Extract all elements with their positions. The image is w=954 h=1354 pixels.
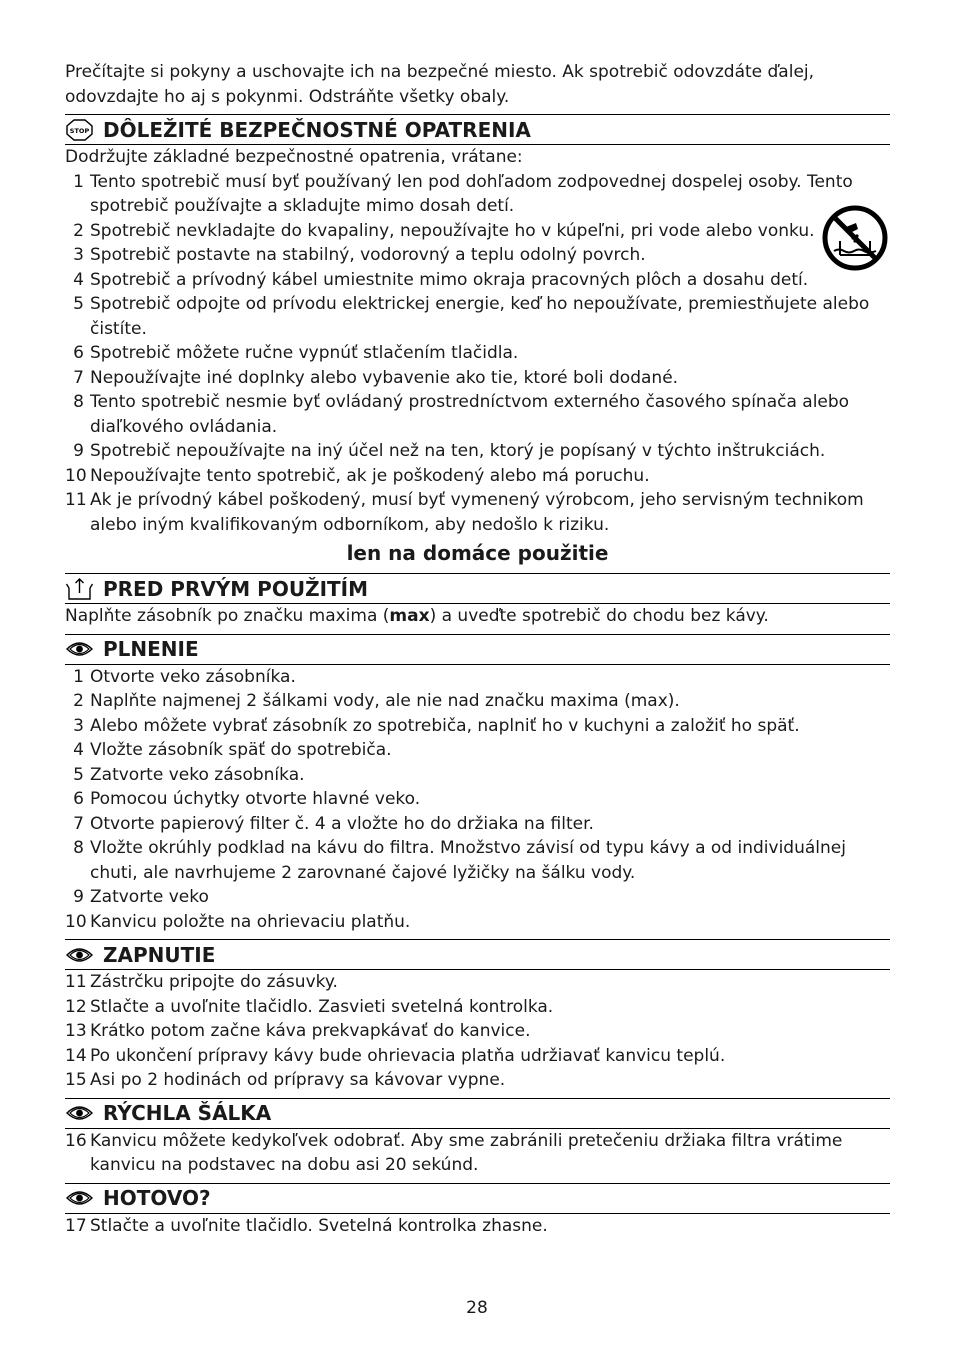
list-item: 14 Po ukončení prípravy kávy bude ohrievacia platňa udržiavať kanvicu teplú. <box>65 1045 726 1066</box>
list-item: 3 Spotrebič postavte na stabilný, vodorovný a teplu odolný povrch. <box>73 245 646 265</box>
domestic-use-note: len na domáce použitie <box>346 541 609 565</box>
first-use-header <box>65 573 890 604</box>
stop-icon <box>66 119 93 141</box>
list-item: 8 Vložte okrúhly podklad na kávu do filtra. Množstvo závisí od typu kávy a od individuálnej chuti, ale navrhujeme 2 zarovnané čajové lyžičky na šálku vody. <box>73 838 846 883</box>
eye-icon <box>66 638 93 660</box>
list-item: 6 Pomocou úchytky otvorte hlavné veko. <box>73 789 421 809</box>
list-item: 5 Spotrebič odpojte od prívodu elektrickej energie, keď ho nepoužívate, premiestňujete alebo čistíte. <box>73 294 870 339</box>
done-list <box>65 1214 890 1239</box>
list-item: 9 Spotrebič nepoužívajte na iný účel než na ten, ktorý je popísaný v týchto inštrukciách. <box>73 441 826 461</box>
list-item: 2 Naplňte najmenej 2 šálkami vody, ale nie nad značku maxima (max). <box>73 691 680 711</box>
safety-lead: Dodržujte základné bezpečnostné opatrenia, vrátane: <box>65 147 523 167</box>
list-item: 4 Vložte zásobník späť do spotrebiča. <box>73 740 392 760</box>
no-water-immersion-icon <box>822 205 888 271</box>
quick-cup-title: RÝCHLA ŠÁLKA <box>103 1101 272 1125</box>
list-item: 11 Ak je prívodný kábel poškodený, musí byť vymenený výrobcom, jeho servisným technikom alebo iným kvalifikovaným odborníkom, aby nedošlo k riziku. <box>65 490 864 535</box>
filling-list <box>65 665 890 935</box>
list-item: 1 Otvorte veko zásobníka. <box>73 666 296 687</box>
filling-header <box>65 634 890 665</box>
eye-icon <box>66 1102 93 1124</box>
first-use-title: PRED PRVÝM POUŽITÍM <box>103 576 368 601</box>
list-item: 2 Spotrebič nevkladajte do kvapaliny, nepoužívajte ho v kúpeľni, pri vode alebo vonku. <box>73 220 815 241</box>
switch-on-list <box>65 970 890 1093</box>
safety-header <box>65 114 890 145</box>
list-item: 8 Tento spotrebič nesmie byť ovládaný prostredníctvom externého časového spínača alebo diaľkového ovládania. <box>73 392 850 437</box>
switch-on-title: ZAPNUTIE <box>103 942 216 967</box>
unpack-box-icon <box>66 578 93 600</box>
list-item: 6 Spotrebič môžete ručne vypnúť stlačením tlačidla. <box>73 343 519 363</box>
list-item: 3 Alebo môžete vybrať zásobník zo spotrebiča, naplniť ho v kuchyni a založiť ho späť. <box>73 715 800 736</box>
stop-icon-label: STOP <box>69 126 90 135</box>
list-item: 16 Kanvicu môžete kedykoľvek odobrať. Aby sme zabránili pretečeniu držiaka filtra vrátime kanvicu na podstavec na dobu asi 20 sekúnd. <box>65 1130 843 1175</box>
page-number: 28 <box>466 1298 488 1318</box>
intro-text: Prečítajte si pokyny a uschovajte ich na bezpečné miesto. Ak spotrebič odovzdáte ďalej, odovzdajte ho aj s pokynmi. Odstráňte všetky obaly. <box>65 62 815 107</box>
safety-list <box>65 170 890 538</box>
eye-icon <box>66 1187 93 1209</box>
list-item: 9 Zatvorte veko <box>73 887 209 907</box>
list-item: 15 Asi po 2 hodinách od prípravy sa kávovar vypne. <box>65 1070 506 1090</box>
list-item: 17 Stlačte a uvoľnite tlačidlo. Svetelná kontrolka zhasne. <box>65 1215 548 1236</box>
list-item: 1 Tento spotrebič musí byť používaný len pod dohľadom zodpovednej dospelej osoby. Tento spotrebič používajte a skladujte mimo dosah detí. <box>73 171 853 216</box>
list-item: 10 Kanvicu položte na ohrievaciu platňu. <box>65 911 411 932</box>
list-item: 7 Nepoužívajte iné doplnky alebo vybavenie ako tie, ktoré boli dodané. <box>73 367 679 388</box>
list-item: 11 Zástrčku pripojte do zásuvky. <box>65 972 338 992</box>
list-item: 10 Nepoužívajte tento spotrebič, ak je poškodený alebo má poruchu. <box>65 465 650 486</box>
list-item: 7 Otvorte papierový filter č. 4 a vložte ho do držiaka na filter. <box>73 813 594 834</box>
done-title: HOTOVO? <box>103 1186 211 1210</box>
quick-cup-list <box>65 1129 890 1178</box>
first-use-text: Naplňte zásobník po značku maxima (max) a uveďte spotrebič do chodu bez kávy. <box>65 606 769 626</box>
list-item: 12 Stlačte a uvoľnite tlačidlo. Zasvieti svetelná kontrolka. <box>65 996 554 1017</box>
filling-title: PLNENIE <box>103 637 199 661</box>
quick-cup-header <box>65 1098 890 1129</box>
manual-page <box>65 60 890 1238</box>
list-item: 5 Zatvorte veko zásobníka. <box>73 764 305 785</box>
done-header <box>65 1183 890 1214</box>
switch-on-header <box>65 939 890 970</box>
list-item: 4 Spotrebič a prívodný kábel umiestnite mimo okraja pracovných plôch a dosahu detí. <box>73 269 809 290</box>
eye-icon <box>66 944 93 966</box>
list-item: 13 Krátko potom začne káva prekvapkávať do kanvice. <box>65 1021 531 1041</box>
safety-title: DÔLEŽITÉ BEZPEČNOSTNÉ OPATRENIA <box>103 117 531 142</box>
